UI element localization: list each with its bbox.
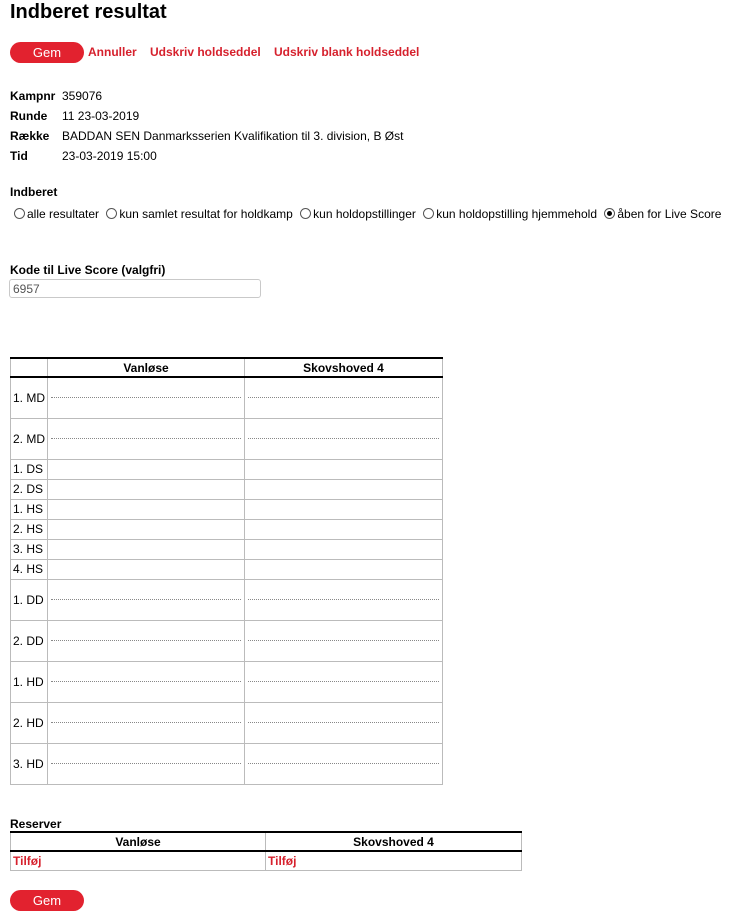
header-away-team: Skovshoved 4 [245, 358, 443, 377]
reserves-header-home: Vanløse [11, 832, 266, 851]
tid-value: 23-03-2019 15:00 [62, 149, 157, 163]
player-cell-home[interactable] [48, 499, 245, 519]
runde-label: Runde [10, 109, 48, 123]
match-row [11, 559, 443, 579]
match-row-label: 1. DD [11, 579, 48, 620]
match-row [11, 539, 443, 559]
radio-button[interactable] [300, 208, 311, 219]
radio-button[interactable] [423, 208, 434, 219]
player-cell-away[interactable] [245, 559, 443, 579]
match-row [11, 620, 443, 661]
indberet-radio-group [14, 206, 725, 222]
player-cell-away[interactable] [245, 479, 443, 499]
player-divider [51, 397, 241, 398]
player-cell-home[interactable] [48, 620, 245, 661]
player-cell-home[interactable] [48, 743, 245, 784]
header-home-team: Vanløse [48, 358, 245, 377]
player-cell-away[interactable] [245, 418, 443, 459]
add-reserve-home-link[interactable]: Tilføj [13, 854, 42, 868]
player-divider [248, 438, 439, 439]
player-divider [51, 640, 241, 641]
livescore-code-label: Kode til Live Score (valgfri) [10, 263, 166, 277]
player-cell-home[interactable] [48, 459, 245, 479]
reserves-label: Reserver [10, 817, 62, 831]
page-title: Indberet resultat [10, 1, 167, 23]
player-divider [248, 640, 439, 641]
radio-button[interactable] [14, 208, 25, 219]
match-row [11, 702, 443, 743]
player-divider [51, 438, 241, 439]
player-divider [248, 722, 439, 723]
match-row-label: 2. MD [11, 418, 48, 459]
match-row-label: 1. DS [11, 459, 48, 479]
radio-option-home-lineup[interactable] [423, 207, 597, 221]
radio-label: kun holdopstillinger [313, 207, 416, 221]
reserves-table [10, 831, 522, 871]
runde-value: 11 23-03-2019 [62, 109, 140, 123]
player-cell-away[interactable] [245, 519, 443, 539]
player-divider [248, 763, 439, 764]
player-divider [51, 722, 241, 723]
radio-option-summary[interactable] [106, 207, 292, 221]
reserves-away-cell [266, 851, 522, 871]
player-cell-home[interactable] [48, 418, 245, 459]
reserves-header-away: Skovshoved 4 [266, 832, 522, 851]
match-row-label: 2. DD [11, 620, 48, 661]
player-divider [51, 681, 241, 682]
cancel-link[interactable]: Annuller [88, 45, 137, 59]
player-cell-home[interactable] [48, 579, 245, 620]
radio-label: kun holdopstilling hjemmehold [436, 207, 597, 221]
match-row [11, 743, 443, 784]
match-table [10, 357, 443, 785]
match-row-label: 1. MD [11, 377, 48, 418]
match-row-label: 3. HD [11, 743, 48, 784]
match-row [11, 661, 443, 702]
radio-option-lineups[interactable] [300, 207, 416, 221]
raekke-value: BADDAN SEN Danmarksserien Kvalifikation til 3. division, B Øst [62, 129, 404, 143]
radio-label: alle resultater [27, 207, 100, 221]
radio-button[interactable] [106, 208, 117, 219]
livescore-code-input[interactable] [9, 279, 261, 298]
match-row [11, 418, 443, 459]
player-cell-home[interactable] [48, 539, 245, 559]
match-row-label: 2. HS [11, 519, 48, 539]
match-row [11, 579, 443, 620]
radio-label: åben for Live Score [617, 207, 722, 221]
add-reserve-away-link[interactable]: Tilføj [268, 854, 297, 868]
player-cell-away[interactable] [245, 661, 443, 702]
player-cell-away[interactable] [245, 579, 443, 620]
tid-label: Tid [10, 149, 28, 163]
radio-button-selected[interactable] [604, 208, 615, 219]
save-button-top[interactable]: Gem [10, 42, 84, 63]
player-divider [248, 681, 439, 682]
raekke-label: Række [10, 129, 50, 143]
player-cell-away[interactable] [245, 377, 443, 418]
player-cell-home[interactable] [48, 661, 245, 702]
player-cell-away[interactable] [245, 459, 443, 479]
print-blank-holdseddel-link[interactable]: Udskriv blank holdseddel [274, 45, 420, 59]
player-divider [248, 397, 439, 398]
match-row-label: 2. HD [11, 702, 48, 743]
player-divider [51, 599, 241, 600]
kampnr-value: 359076 [62, 89, 103, 103]
match-row [11, 459, 443, 479]
match-row-label: 4. HS [11, 559, 48, 579]
kampnr-label: Kampnr [10, 89, 56, 103]
reserves-home-cell [11, 851, 266, 871]
match-row-label: 2. DS [11, 479, 48, 499]
match-row-label: 3. HS [11, 539, 48, 559]
player-divider [248, 599, 439, 600]
player-divider [51, 763, 241, 764]
player-cell-away[interactable] [245, 539, 443, 559]
save-button-bottom[interactable]: Gem [10, 890, 84, 911]
player-cell-home[interactable] [48, 702, 245, 743]
indberet-label: Indberet [10, 185, 58, 199]
radio-option-livescore[interactable] [604, 207, 721, 221]
header-empty [11, 358, 48, 377]
player-cell-home[interactable] [48, 377, 245, 418]
player-cell-home[interactable] [48, 519, 245, 539]
print-holdseddel-link[interactable]: Udskriv holdseddel [150, 45, 261, 59]
player-cell-home[interactable] [48, 559, 245, 579]
match-row-label: 1. HS [11, 499, 48, 519]
match-row [11, 479, 443, 499]
reserves-row [11, 851, 522, 871]
player-cell-away[interactable] [245, 702, 443, 743]
match-row-label: 1. HD [11, 661, 48, 702]
player-cell-home[interactable] [48, 479, 245, 499]
match-row [11, 519, 443, 539]
radio-label: kun samlet resultat for holdkamp [119, 207, 293, 221]
radio-option-all[interactable] [14, 207, 99, 221]
player-cell-away[interactable] [245, 499, 443, 519]
match-row [11, 377, 443, 418]
player-cell-away[interactable] [245, 620, 443, 661]
player-cell-away[interactable] [245, 743, 443, 784]
match-row [11, 499, 443, 519]
